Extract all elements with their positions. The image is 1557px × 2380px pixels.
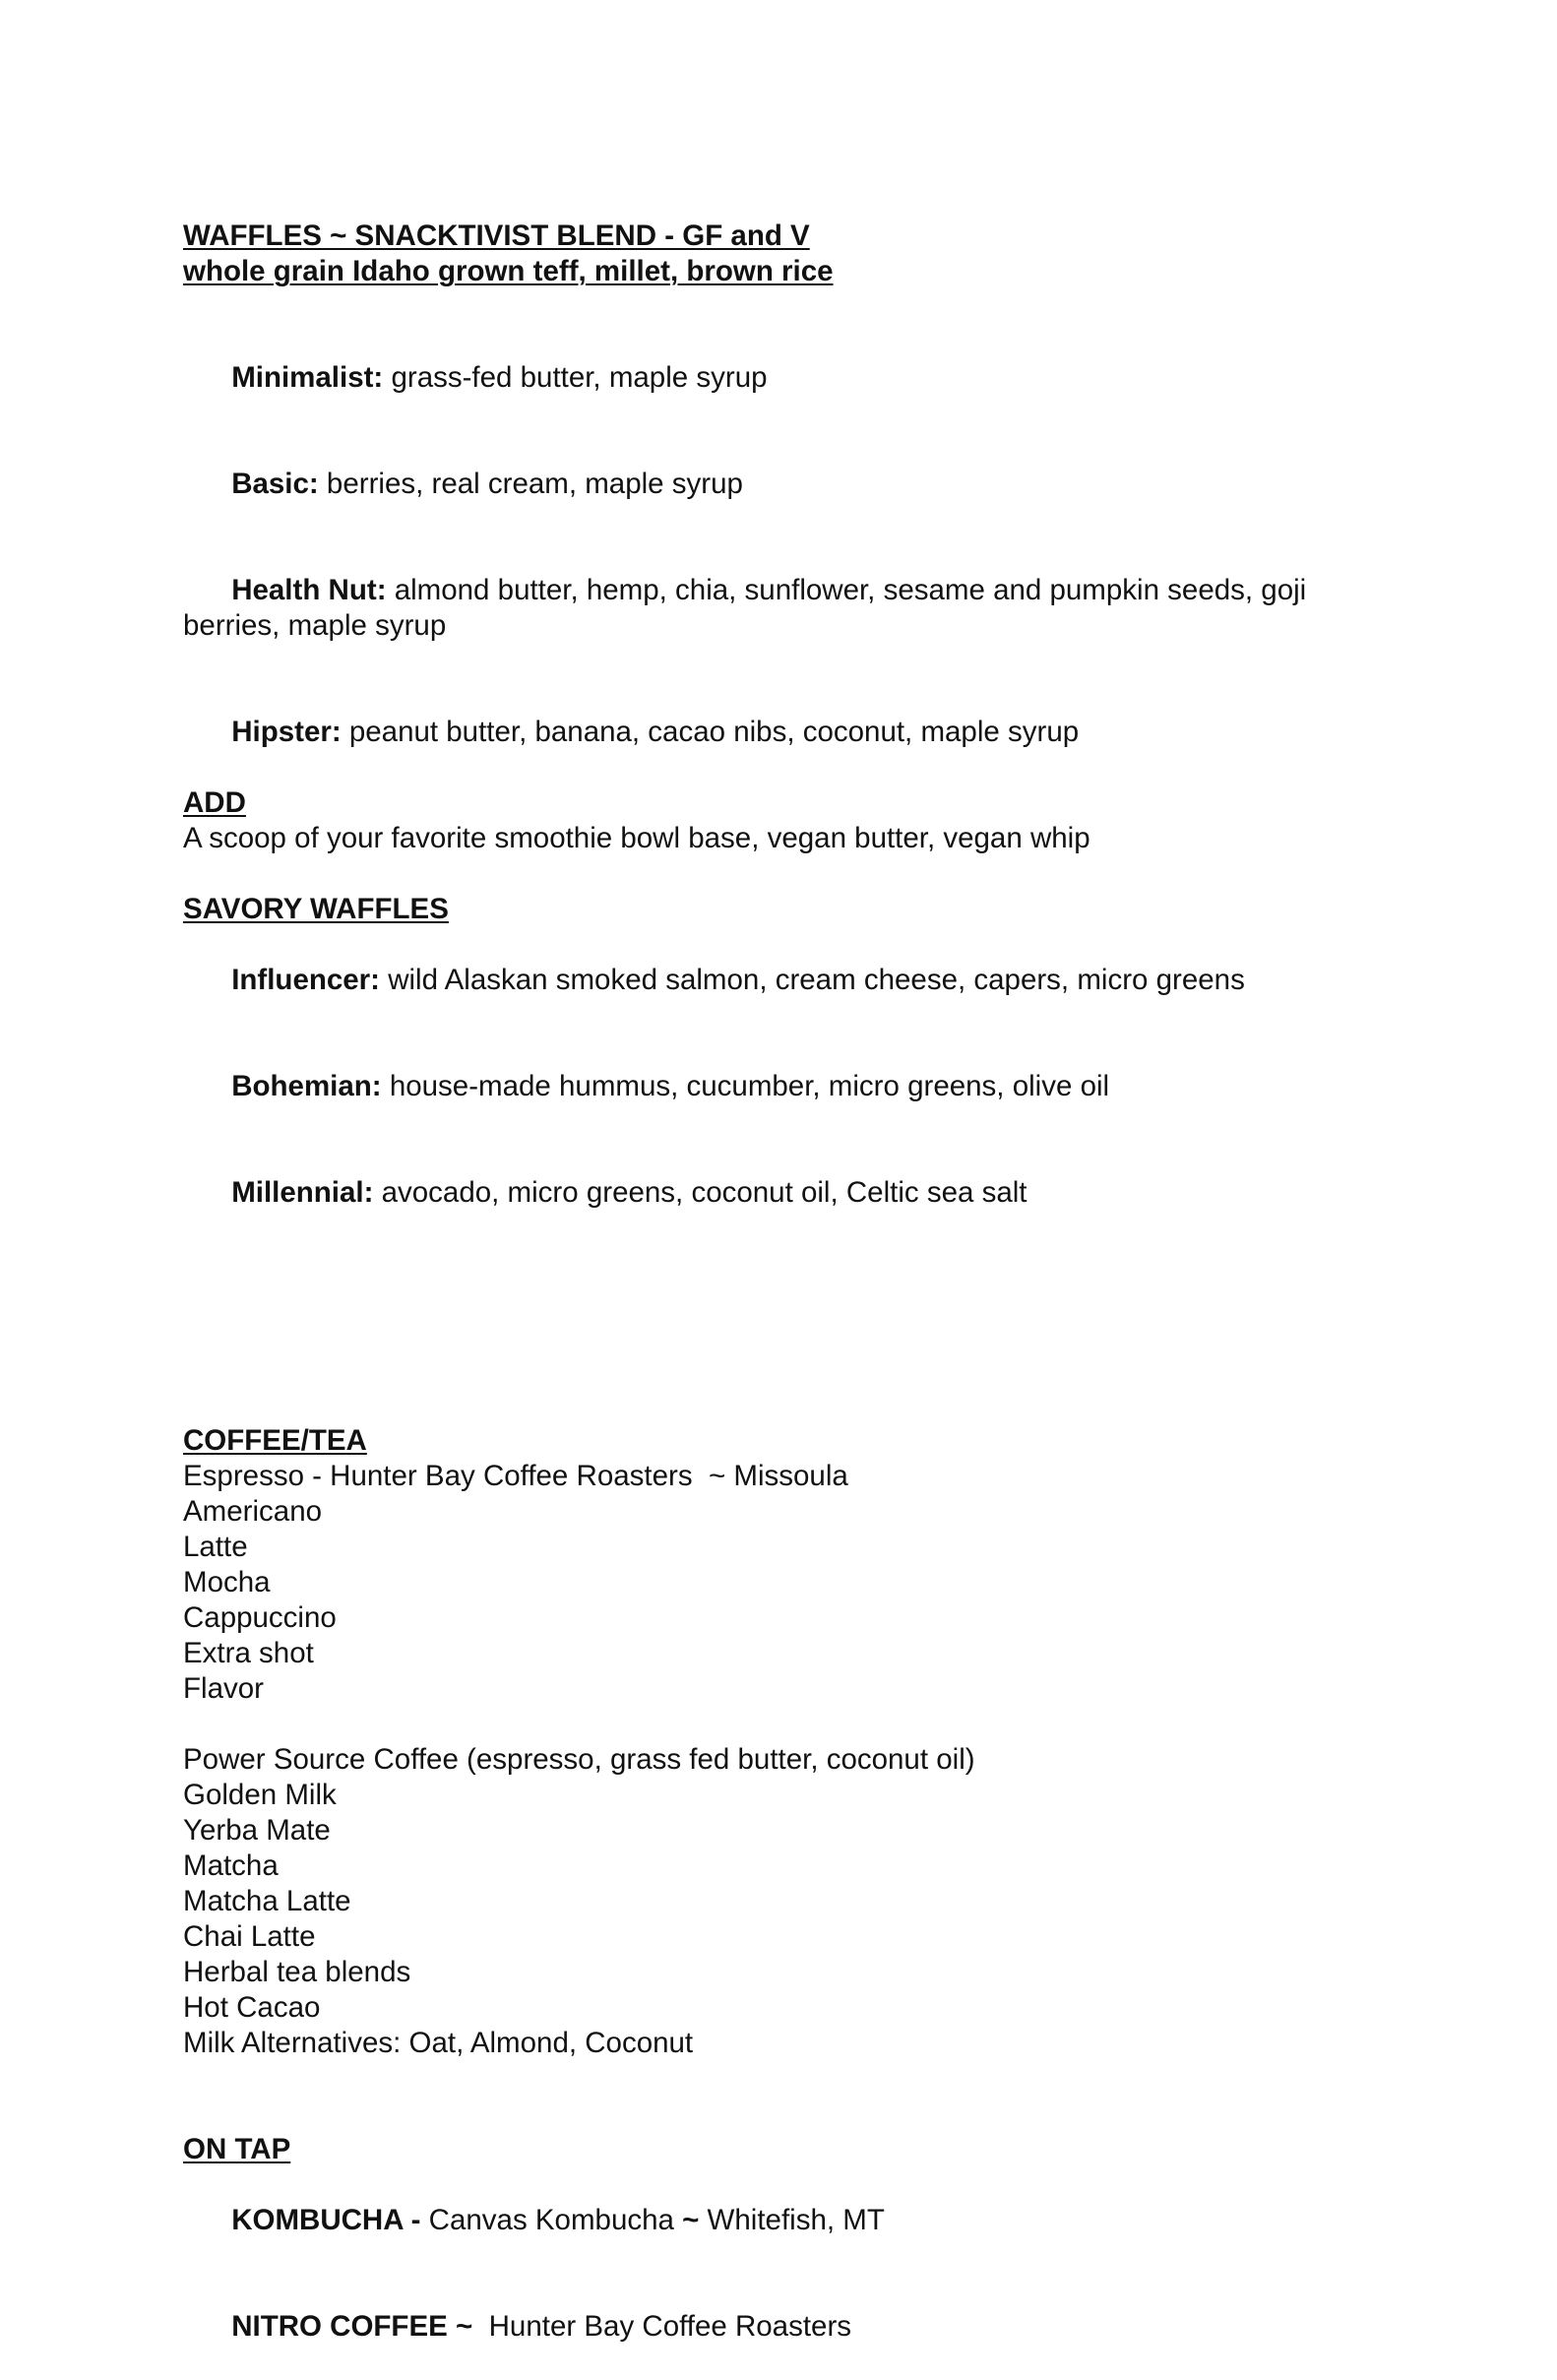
list-item: Matcha Latte bbox=[183, 1885, 351, 1917]
item-description: avocado, micro greens, coconut oil, Celtic sea salt bbox=[373, 1176, 1028, 1209]
list-item: Matcha bbox=[183, 1849, 279, 1882]
item-description: berries, real cream, maple syrup bbox=[318, 468, 743, 500]
menu-content bbox=[183, 219, 1384, 2380]
list-item: Golden Milk bbox=[183, 1779, 337, 1811]
spacer bbox=[183, 1246, 1384, 1352]
menu-item-influencer bbox=[183, 927, 1384, 1033]
list-item: Power Source Coffee (espresso, grass fed butter, coconut oil) bbox=[183, 1743, 975, 1776]
menu-item-nitro-coffee bbox=[183, 2274, 1384, 2380]
spacer bbox=[183, 1352, 1384, 1388]
add-heading: ADD bbox=[183, 786, 246, 819]
item-description: Canvas Kombucha bbox=[420, 2204, 683, 2236]
spacer bbox=[183, 2061, 1384, 2132]
item-label: Health Nut: bbox=[231, 574, 387, 606]
list-item: Chai Latte bbox=[183, 1920, 316, 1953]
tilde-separator: ~ bbox=[682, 2204, 700, 2236]
add-text: A scoop of your favorite smoothie bowl base, vegan butter, vegan whip bbox=[183, 822, 1090, 854]
item-label: NITRO COFFEE ~ bbox=[231, 2310, 473, 2343]
list-item: Americano bbox=[183, 1495, 323, 1528]
menu-item-kombucha bbox=[183, 2167, 1384, 2274]
waffles-subheading: whole grain Idaho grown teff, millet, brown rice bbox=[183, 255, 834, 287]
item-description: peanut butter, banana, cacao nibs, coconut, maple syrup bbox=[341, 716, 1080, 748]
item-label: Minimalist: bbox=[231, 361, 384, 394]
menu-item-hipster bbox=[183, 679, 1384, 785]
on-tap-heading: ON TAP bbox=[183, 2133, 291, 2165]
item-label: Millennial: bbox=[231, 1176, 374, 1209]
list-item: Espresso - Hunter Bay Coffee Roasters ~ Missoula bbox=[183, 1460, 848, 1492]
item-description: almond butter, hemp, chia, sunflower, sesame and pumpkin seeds, goji berries, maple syrup bbox=[183, 574, 1315, 642]
menu-item-minimalist bbox=[183, 325, 1384, 431]
coffee-list bbox=[183, 1459, 1384, 1707]
list-item: Hot Cacao bbox=[183, 1991, 321, 2024]
item-description: wild Alaskan smoked salmon, cream cheese, capers, micro greens bbox=[380, 964, 1245, 996]
list-item: Extra shot bbox=[183, 1637, 314, 1669]
list-item: Cappuccino bbox=[183, 1601, 337, 1634]
item-description: Hunter Bay Coffee Roasters bbox=[472, 2310, 852, 2343]
spacer bbox=[183, 856, 1384, 892]
item-label: Bohemian: bbox=[231, 1070, 382, 1102]
spacer bbox=[183, 1388, 1384, 1423]
list-item: Herbal tea blends bbox=[183, 1956, 411, 1988]
menu-item-millennial bbox=[183, 1140, 1384, 1246]
menu-item-health-nut bbox=[183, 537, 1384, 679]
item-label: Influencer: bbox=[231, 964, 380, 996]
spacer bbox=[183, 289, 1384, 325]
item-description: house-made hummus, cucumber, micro greens, olive oil bbox=[381, 1070, 1110, 1102]
waffles-heading: WAFFLES ~ SNACKTIVIST BLEND - GF and V bbox=[183, 219, 810, 252]
item-label: Basic: bbox=[231, 468, 319, 500]
savory-heading: SAVORY WAFFLES bbox=[183, 893, 449, 925]
list-item: Flavor bbox=[183, 1672, 264, 1705]
coffee-tea-heading: COFFEE/TEA bbox=[183, 1424, 367, 1457]
item-label: Hipster: bbox=[231, 716, 342, 748]
item-location: Whitefish, MT bbox=[699, 2204, 885, 2236]
spacer bbox=[183, 1707, 1384, 1742]
list-item: Milk Alternatives: Oat, Almond, Coconut bbox=[183, 2027, 694, 2059]
tea-list bbox=[183, 1742, 1384, 2061]
list-item: Mocha bbox=[183, 1566, 271, 1598]
menu-item-basic bbox=[183, 431, 1384, 537]
item-label: KOMBUCHA - bbox=[231, 2204, 421, 2236]
list-item: Latte bbox=[183, 1531, 248, 1563]
menu-item-bohemian bbox=[183, 1033, 1384, 1140]
list-item: Yerba Mate bbox=[183, 1814, 331, 1847]
item-description: grass-fed butter, maple syrup bbox=[383, 361, 768, 394]
